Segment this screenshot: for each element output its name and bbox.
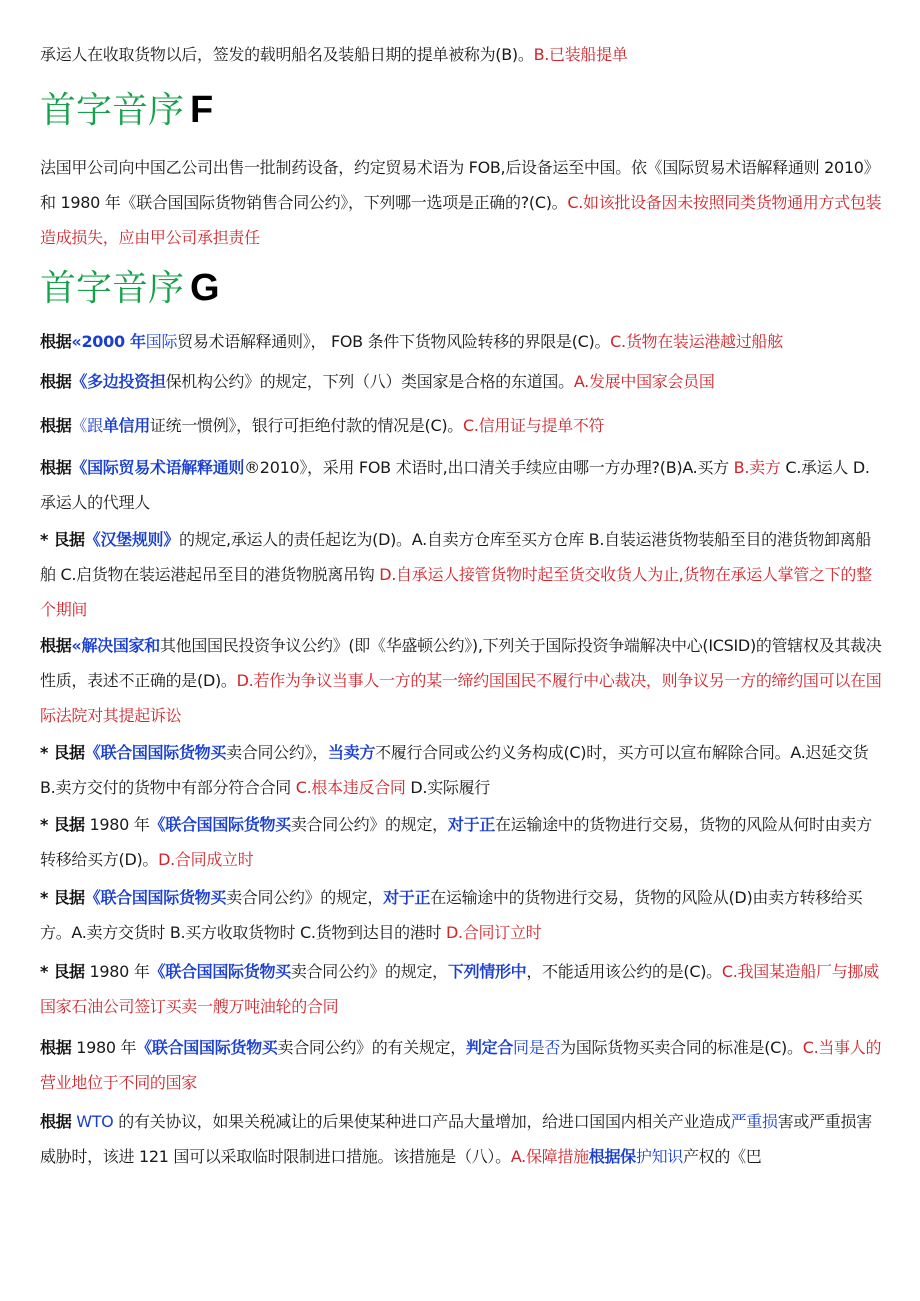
text-run: 卖合同公约》， (226, 743, 328, 762)
question-paragraph (40, 880, 885, 950)
text-run: 国际 (145, 332, 178, 351)
text-run: 卖合同公约》的规定， (226, 888, 384, 907)
question-paragraph (40, 408, 885, 443)
text-run: 《联合国国际货物买 (84, 888, 227, 907)
text-run: 为国际货物买卖合同的标准是(C)。 (560, 1038, 803, 1057)
answer-text: B.卖方 (733, 458, 781, 477)
text-run: 法国甲公司向中国乙公司出售一批制药设备，约定贸易术语为 FOB,后设备运至中国。依《国际贸易术语解释通则 2010》和 1980 年《联合国国际货物销售合同公约》，下列哪一选项是正确的?(C)。 (40, 158, 880, 212)
section-heading (40, 266, 220, 311)
text-run: 艮据 (53, 743, 85, 762)
text-run: 产权的《巴 (682, 1147, 762, 1166)
text-run: 卖合同公约》的有关规定， (277, 1038, 466, 1057)
text-run: 艮据 (53, 530, 85, 549)
text-run: 保机构公约》的规定，下列（八）类国家是合格的东道国。 (165, 372, 574, 391)
text-run: 的有关协议，如果关税减让的后果使某种进口产品大量增加，给进口国国内相关产业造成 (113, 1112, 731, 1131)
text-run: 卖合同公约》的规定， (290, 962, 448, 981)
text-run: 《国际贸易术语解释通则 (71, 458, 245, 477)
answer-text: C.信用证与提单不符 (462, 416, 605, 435)
text-run: 1980 年 (71, 1038, 137, 1057)
text-run: C.承运人 D.承运人的代理人 (40, 458, 870, 512)
text-run: 《多边投资担 (71, 372, 166, 391)
text-run: 在运输途中的货物进行交易，货物的风险从何时由卖方转移给买方(D)。 (40, 815, 872, 869)
question-paragraph (40, 450, 885, 520)
text-run: 单信用 (102, 416, 150, 435)
heading-text: 首字音序 (40, 90, 185, 131)
question-paragraph (40, 1030, 885, 1100)
text-run: 害或严重损害威胁时，该进 121 国可以采取临时限制进口措施。该措施是（八）。 (40, 1112, 872, 1166)
text-run: 1980 年 (84, 815, 150, 834)
text-run: 艮据 (53, 962, 85, 981)
text-run: 《联合国国际货物买 (84, 743, 227, 762)
text-run: 判定合 (465, 1038, 514, 1057)
text-run: 《汉堡规则》 (84, 530, 179, 549)
text-run: 卖合同公约》的规定， (290, 815, 448, 834)
question-paragraph (40, 954, 885, 1024)
question-paragraph (40, 628, 885, 733)
text-run: * (40, 962, 54, 981)
question-paragraph (40, 324, 885, 359)
text-run: 对于正 (383, 888, 431, 907)
text-run: 《联合国国际货物买 (149, 962, 291, 981)
text-run: 根据 (40, 1112, 72, 1131)
text-run: 在运输途中的货物进行交易，货物的风险从(D)由卖方转移给买方。A.卖方交货时 B.买方收取货物时 C.货物到达目的港时 (40, 888, 863, 942)
text-run: 1980 年 (84, 962, 150, 981)
text-run: «解决国家和 (71, 636, 160, 655)
text-run: «2000 年 (71, 332, 146, 351)
answer-text: D.合同成立时 (158, 850, 254, 869)
answer-text: D.若作为争议当事人一方的某一缔约国国民不履行中心裁决，则争议另一方的缔约国可以在国际法院对其提起诉讼 (40, 671, 882, 725)
heading-text: 首字音序 (40, 268, 185, 309)
text-run: ，不能适用该公约的是(C)。 (526, 962, 722, 981)
text-run: * (40, 743, 54, 762)
question-paragraph (40, 807, 885, 877)
question-paragraph (40, 37, 885, 72)
text-run: 承运人在收取货物以后，签发的载明船名及装船日期的提单被称为(B)。 (40, 45, 534, 64)
text-run: 护知识 (635, 1147, 683, 1166)
answer-text: C.货物在装运港越过船舷 (610, 332, 783, 351)
text-run: 根据 (40, 332, 72, 351)
answer-text: C.根本违反合同 (295, 778, 406, 797)
text-run: WTO (71, 1112, 114, 1131)
question-paragraph (40, 522, 885, 627)
answer-text: B.已装船提单 (533, 45, 628, 64)
text-run: 不履行合同或公约义务构成(C)时，买方可以宣布解除合同。A.迟延交货 B.卖方交付的货物中有部分符合合同 (40, 743, 869, 797)
text-run: 的规定,承运人的责任起讫为(D)。A.自卖方仓库至买方仓库 B.自装运港货物装船至目的港货物卸离船舶 C.启货物在装运港起吊至目的港货物脱离吊钩 (40, 530, 872, 584)
text-run: * (40, 530, 54, 549)
question-paragraph (40, 364, 885, 399)
text-run: 当卖方 (327, 743, 376, 762)
answer-text: A.发展中国家会员国 (573, 372, 715, 391)
text-run: ®2010》，采用 FOB 术语时,出口清关手续应由哪一方办理?(B)A.买方 (244, 458, 734, 477)
text-run: 艮据 (53, 815, 85, 834)
answer-text: D.自承运人接管货物时起至货交收货人为止,货物在承运人掌管之下的整个期间 (40, 565, 872, 619)
text-run: 《联合国国际货物买 (136, 1038, 278, 1057)
text-run: 《联合国国际货物买 (149, 815, 291, 834)
text-run: 其他国国民投资争议公约》(即《华盛顿公约》),下列关于国际投资争端解决中心(ICSID)的管辖权及其裁决性质，表述不正确的是(D)。 (40, 636, 882, 690)
answer-text: D.合同订立时 (446, 923, 542, 942)
text-run: 根据 (40, 1038, 72, 1057)
answer-text: C.当事人的营业地位于不同的国家 (40, 1038, 882, 1092)
text-run: 根据 (40, 416, 72, 435)
text-run: * (40, 815, 54, 834)
text-run: * (40, 888, 54, 907)
text-run: 证统一惯例》，银行可拒绝付款的情况是(C)。 (149, 416, 463, 435)
text-run: 下列情形中 (447, 962, 527, 981)
text-run: 贸易术语解释通则》， FOB 条件下货物风险转移的界限是(C)。 (177, 332, 611, 351)
heading-letter: G (190, 267, 220, 309)
text-run: 根据 (40, 372, 72, 391)
text-run: 对于正 (447, 815, 495, 834)
text-run: 根据保 (588, 1147, 636, 1166)
text-run: 严重损 (730, 1112, 778, 1131)
text-run: D.实际履行 (405, 778, 491, 797)
section-heading (40, 88, 213, 133)
text-run: 《跟 (71, 416, 103, 435)
text-run: 根据 (40, 458, 72, 477)
text-run: 根据 (40, 636, 72, 655)
text-run: 艮据 (53, 888, 85, 907)
text-run: 同是否 (513, 1038, 561, 1057)
answer-text: C.我国某造船厂与挪威国家石油公司签订买卖一艘万吨油轮的合同 (40, 962, 879, 1016)
answer-text: A.保障措施 (510, 1147, 589, 1166)
question-paragraph (40, 735, 885, 805)
question-paragraph (40, 1104, 885, 1174)
heading-letter: F (190, 89, 214, 131)
answer-text: C.如该批设备因未按照同类货物通用方式包装造成损失，应由甲公司承担责任 (40, 193, 882, 247)
question-paragraph (40, 150, 885, 255)
